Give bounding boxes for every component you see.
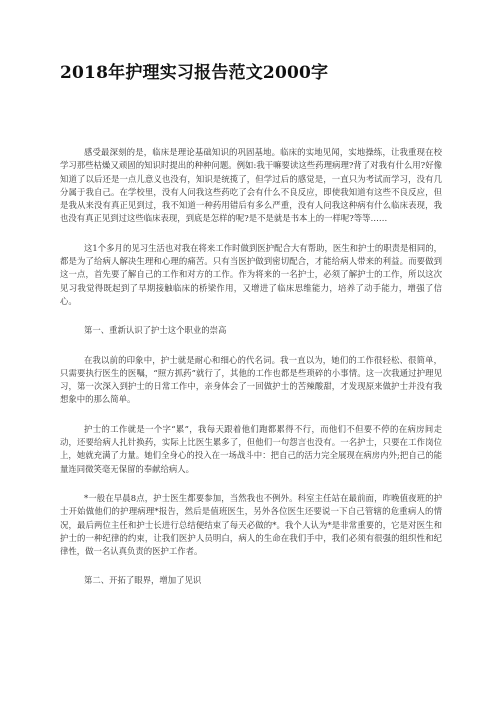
- paragraph: 感受最深刻的是，临床是理论基础知识的巩固基地。临床的实地见闻，实地操练，让我重现在校学习那些枯燥又顽固的知识时提出的种种问题。例如:我干嘛要读这些药理病理?背了对我有什么用?好像知道了以后还是一点儿意义也没有，知识是统揽了，但学过后的感觉是，一直只为考试而学习，没有几分属于我自己。在学校里，没有人问我这些药吃了会有什么不良反应，即使我知道有这些不良反应，但是我从来没有真正见到过，我不知道一种药用错后有多么严重，没有人问我这种病有什么临床表现，我也没有真正见到过这些临床表现，到底是怎样的呢?是不是就是书本上的一样呢?等等……: [60, 147, 442, 224]
- paragraph: 在我以前的印象中，护士就是耐心和细心的代名词。我一直以为，她们的工作很轻松、很简单，只需要执行医生的医嘱，“照方抓药”就行了，其他的工作也都是些琐碎的小事情。这一次我通过护理见习，第一次深入到护士的日常工作中，亲身体会了一回做护士的苦辣酸甜，才发现原来做护士并没有我想象中的那么简单。: [60, 354, 442, 405]
- paragraph: 这1个多月的见习生活也对我在将来工作时做到医护配合大有帮助，医生和护士的职责是相同的，都是为了给病人解决生理和心理的痛苦。只有当医护做到密切配合，才能给病人带来的利益。而要做到这一点，首先要了解自己的工作和对方的工作。作为将来的一名护士，必须了解护士的工作，所以这次见习我觉得既起到了早期接触临床的桥梁作用，又增进了临床思维能力，培养了动手能力，增强了信心。: [60, 242, 442, 306]
- paragraph: 护士的工作就是一个字“累”，我每天跟着他们跑都累得不行，而他们不但要不停的在病房间走动，还要给病人扎针换药，实际上比医生累多了，但他们一句怨言也没有。一名护士，只要在工作岗位上，她就充满了力量。她们全身心的投入在一场战斗中：把自己的活力完全展现在病房内外;把自己的能量连同微笑毫无保留的奉献给病人。: [60, 423, 442, 474]
- document-title: 2018年护理实习报告范文2000字: [60, 63, 329, 83]
- section-heading: 第一、重新认识了护士这个职业的崇高: [84, 325, 227, 336]
- paragraph: *一般在早晨8点，护士医生都要参加，当然我也不例外。科室主任站在最前面，昨晚值夜班的护士开始做他们的护理病理*报告，然后是值班医生，另外各位医生还要说一下自己管辖的危重病人的情况，最后两位主任和护士长进行总结便结束了每天必做的*。我个人认为*是非常重要的，它是对医生和护士的一种纪律的约束，让我们医护人员明白，病人的生命在我们手中，我们必须有很强的组织性和纪律性，做一名认真负责的医护工作者。: [60, 492, 442, 557]
- section-heading: 第二、开拓了眼界，增加了见识: [84, 575, 202, 586]
- document-body: [60, 146, 442, 604]
